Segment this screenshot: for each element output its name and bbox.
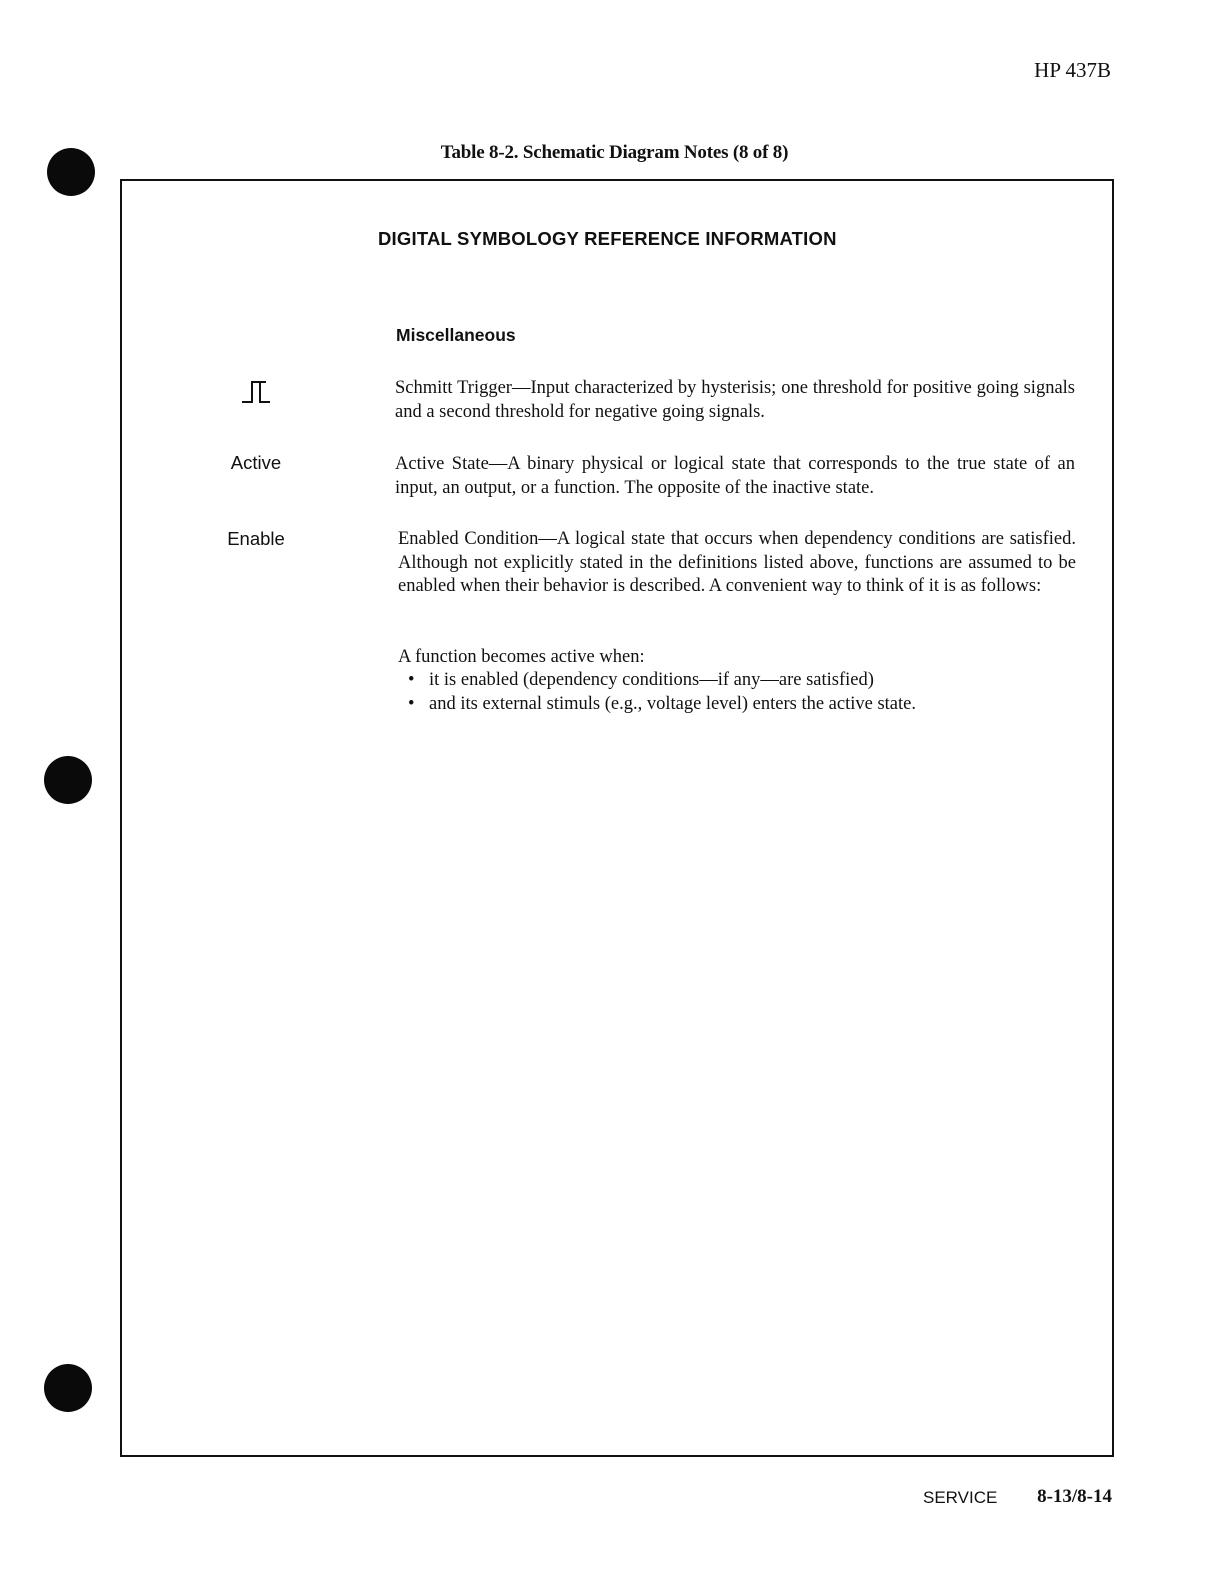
schmitt-trigger-icon: [196, 378, 316, 411]
function-lead-text: A function becomes active when:: [398, 647, 645, 667]
model-number: HP 437B: [1034, 58, 1111, 82]
definition-active-state: Active State—A binary physical or logical state that corresponds to the true state of an input, an output, or a function. The opposite of the inactive state.: [395, 454, 1075, 498]
symbol-enable: Enable: [227, 528, 285, 549]
condition-list: [408, 669, 916, 716]
table-frame: [120, 179, 1114, 1457]
symbol-active: Active: [230, 452, 282, 473]
table-title: Table 8-2. Schematic Diagram Notes (8 of 8): [440, 142, 789, 163]
footer-page-number: 8-13/8-14: [1037, 1486, 1112, 1507]
list-item: • and its external stimuls (e.g., voltage level) enters the active state.: [408, 693, 916, 717]
list-item: • it is enabled (dependency conditions—if any—are satisfied): [408, 669, 916, 693]
definition-schmitt-trigger: Schmitt Trigger—Input characterized by hysterisis; one threshold for positive going signals and a second threshold for negative going signals.: [395, 378, 1075, 422]
subsection-heading: Miscellaneous: [396, 325, 516, 345]
binder-hole-bottom: [44, 1364, 92, 1412]
definition-enabled-condition: Enabled Condition—A logical state that occurs when dependency conditions are satisfied. Although not explicitly stated in the definitions listed above, functions are assumed to be enabled when their behavior is described. A convenient way to think of it is as follows:: [398, 529, 1076, 596]
section-heading: DIGITAL SYMBOLOGY REFERENCE INFORMATION: [378, 228, 837, 249]
binder-hole-middle: [44, 756, 92, 804]
footer-section-label: SERVICE: [923, 1488, 998, 1507]
